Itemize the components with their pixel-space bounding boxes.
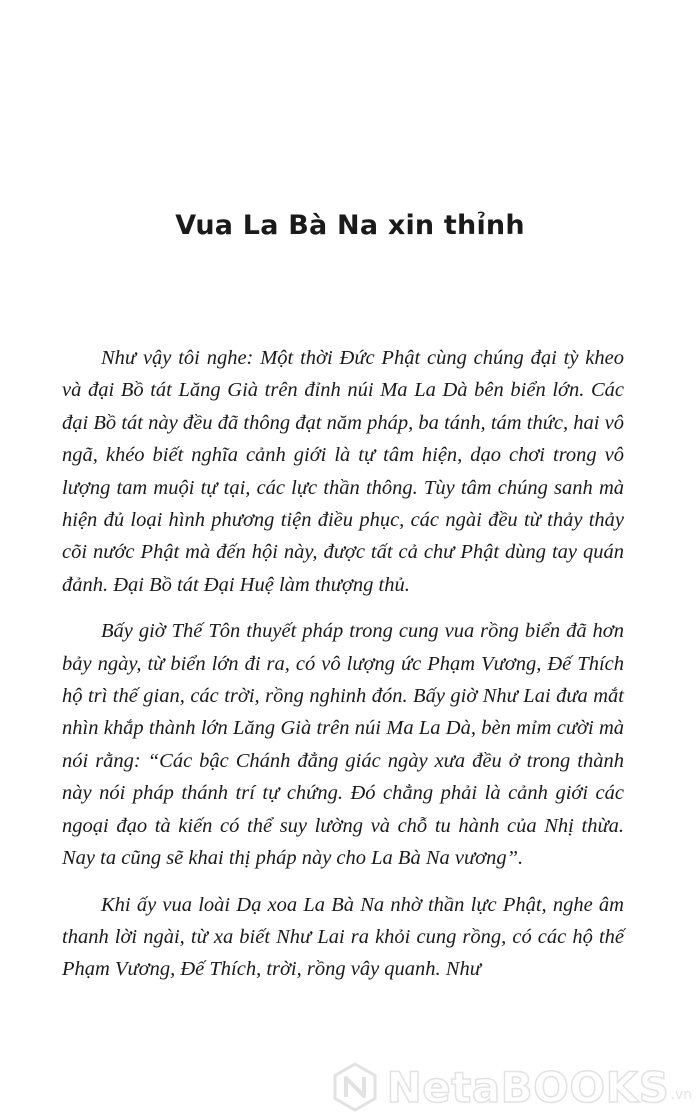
chapter-title: Vua La Bà Na xin thỉnh [175,210,525,241]
paragraph-1: Như vậy tôi nghe: Một thời Đức Phật cùng chúng đại tỳ kheo và đại Bồ tát Lăng Già trên đỉnh núi Ma La Dà bên biển lớn. Các đại Bồ tát này đều đã thông đạt năm pháp, ba tánh, tám thức, hai vô ngã, khéo biết nghĩa cảnh giới là tự tâm hiện, dạo chơi trong vô lượng tam muội tự tại, các lực thần thông. Tùy tâm chúng sanh mà hiện đủ loại hình phương tiện điều phục, các ngài đều từ thảy thảy cõi nước Phật mà đến hội này, được tất cả chư Phật dùng tay quán đảnh. Đại Bồ tát Đại Huệ làm thượng thủ. [62,347,624,596]
netabooks-watermark [329,1061,692,1113]
chapter-body [62,342,624,1000]
watermark-domain-suffix: .vn [670,1087,692,1103]
watermark-brand-text: NetaBOOKS [386,1062,670,1112]
paragraph-2: Bấy giờ Thế Tôn thuyết pháp trong cung vua rồng biển đã hơn bảy ngày, từ biển lớn đi ra, có vô lượng ức Phạm Vương, Đế Thích hộ trì thế gian, các trời, rồng nghinh đón. Bấy giờ Như Lai đưa mắt nhìn khắp thành lớn Lăng Già trên núi Ma La Dà, bèn mỉm cười mà nói rằng: “Các bậc Chánh đẳng giác ngày xưa đều ở trong thành này nói pháp thánh trí tự chứng. Đó chẳng phải là cảnh giới các ngoại đạo tà kiến có thể suy lường và chỗ tu hành của Nhị thừa. Nay ta cũng sẽ khai thị pháp này cho La Bà Na vương”. [62,620,624,870]
paragraph-3: Khi ấy vua loài Dạ xoa La Bà Na nhờ thần lực Phật, nghe âm thanh lời ngài, từ xa biết Như Lai ra khỏi cung rồng, có các hộ thế Phạm Vương, Đế Thích, trời, rồng vây quanh. Như [62,893,624,981]
netabooks-logo-icon [329,1061,381,1113]
